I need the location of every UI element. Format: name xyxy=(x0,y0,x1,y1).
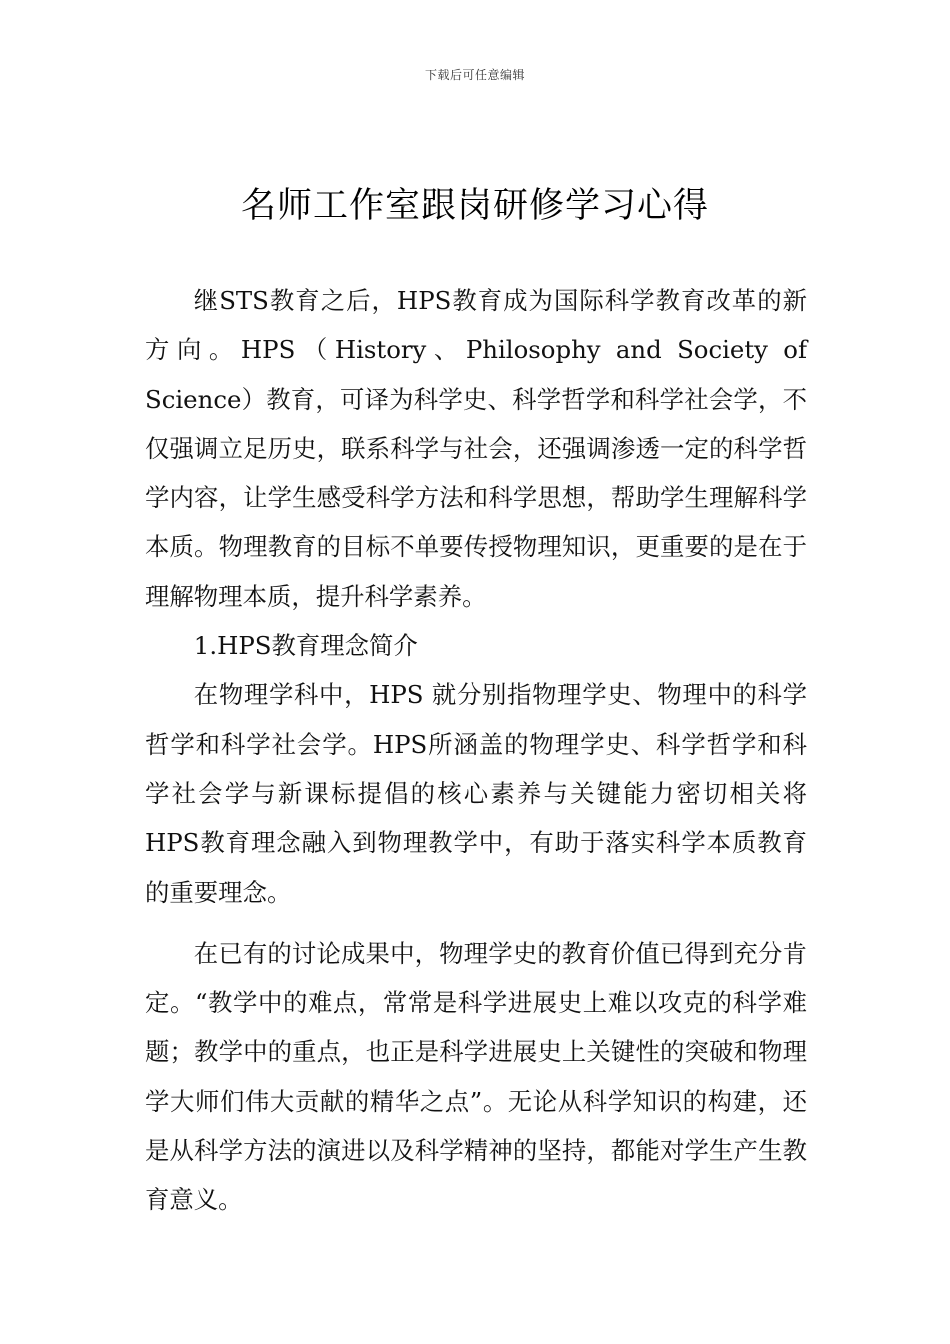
paragraph-history-value: 在已有的讨论成果中，物理学史的教育价值已得到充分肯定。“教学中的难点，常常是科学进展史上难以攻克的科学难题；教学中的重点，也正是科学进展史上关键性的突破和物理学大师们伟大贡献的精华之点”。无论从科学知识的构建，还是从科学方法的演进以及科学精神的坚持，都能对学生产生教育意义。 xyxy=(145,938,807,1215)
paragraph-hps-intro: 继STS教育之后，HPS教育成为国际科学教育改革的新方向。HPS（History、Philosophy and Society of Science）教育，可译为科学史、科学哲学和科学社会学，不仅强调立足历史，联系科学与社会，还强调渗透一定的科学哲学内容，让学生感受科学方法和科学思想，帮助学生理解科学本质。物理教育的目标不单要传授物理知识，更重要的是在于理解物理本质，提升科学素养。 xyxy=(145,286,807,611)
document-body xyxy=(145,276,807,1225)
section-heading-hps: 1.HPS教育理念简介 xyxy=(193,631,418,661)
paragraph-hps-physics: 在物理学科中，HPS 就分别指物理学史、物理中的科学哲学和科学社会学。HPS所涵盖的物理学史、科学哲学和科学社会学与新课标提倡的核心素养与关键能力密切相关将HPS教育理念融入到物理教学中，有助于落实科学本质教育的重要理念。 xyxy=(145,680,807,907)
document-title: 名师工作室跟岗研修学习心得 xyxy=(240,186,709,226)
header-note: 下载后可任意编辑 xyxy=(424,68,525,82)
